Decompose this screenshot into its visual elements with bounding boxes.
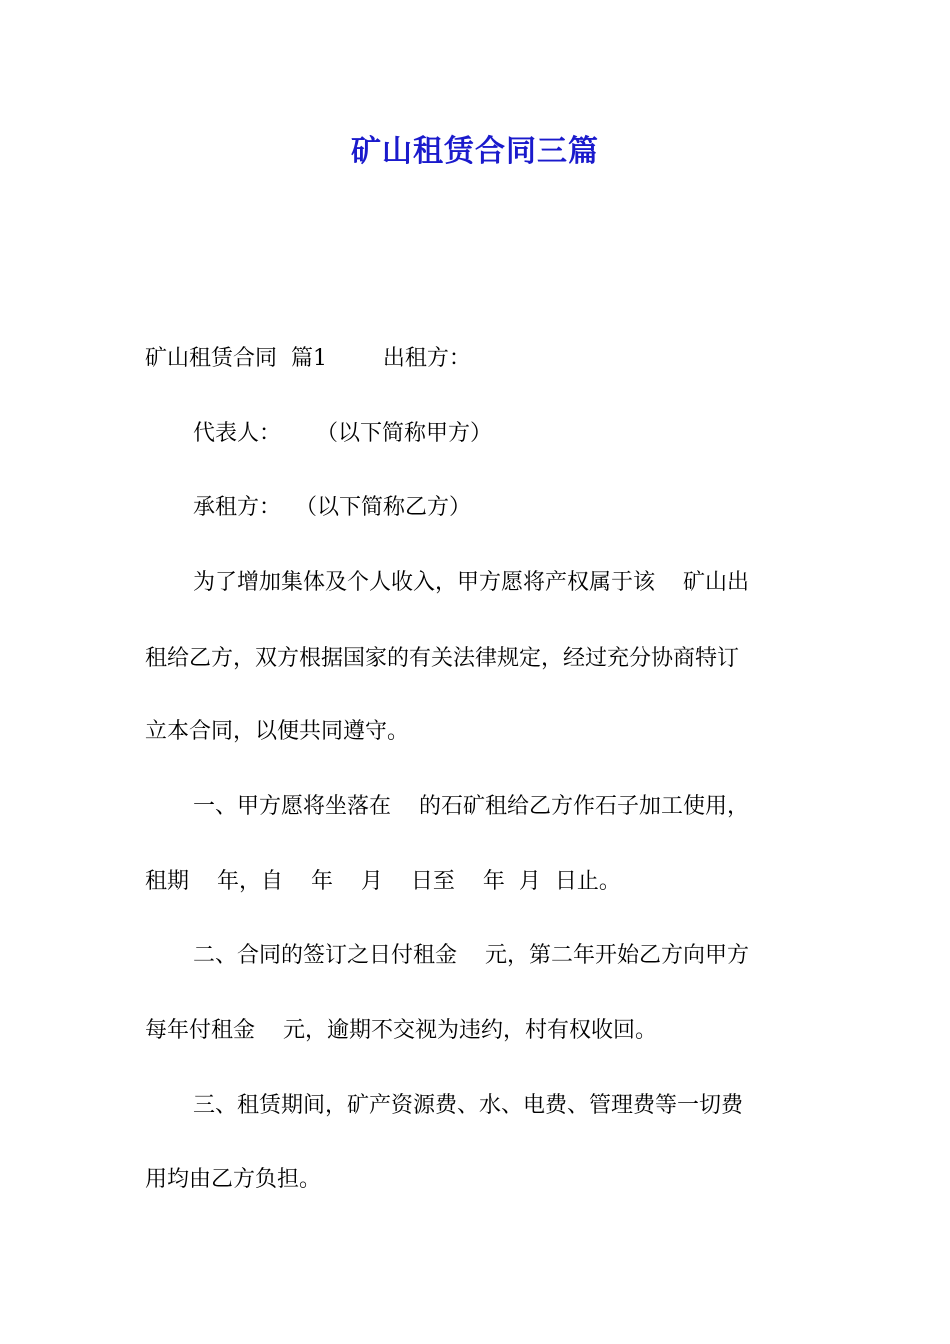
clause-3-line-2: 用均由乙方负担。 — [145, 1167, 322, 1192]
paragraph-intro-line-1: 为了增加集体及个人收入，甲方愿将产权属于该 矿山出 — [193, 570, 749, 595]
clause-1-line-2: 租期 年，自 年 月 日至 年 月 日止。 — [145, 869, 621, 894]
clause-3-line-1: 三、租赁期间，矿产资源费、水、电费、管理费等一切费 — [193, 1093, 744, 1118]
clause-2-line-2: 每年付租金 元，逾期不交视为违约，村有权收回。 — [145, 1018, 657, 1043]
paragraph-intro-line-2: 租给乙方，双方根据国家的有关法律规定，经过充分协商特订 — [145, 646, 740, 671]
representative-line: 代表人： （以下简称甲方） — [193, 421, 492, 446]
document-title: 矿山租赁合同三篇 — [351, 134, 599, 169]
clause-2-line-1: 二、合同的签订之日付租金 元，第二年开始乙方向甲方 — [193, 943, 749, 968]
heading-line-lessor: 矿山租赁合同 篇1 出租方： — [145, 346, 471, 371]
clause-1-line-1: 一、甲方愿将坐落在 的石矿租给乙方作石子加工使用， — [193, 794, 749, 819]
paragraph-intro-line-3: 立本合同，以便共同遵守。 — [145, 719, 410, 744]
lessee-line: 承租方： （以下简称乙方） — [193, 495, 471, 520]
